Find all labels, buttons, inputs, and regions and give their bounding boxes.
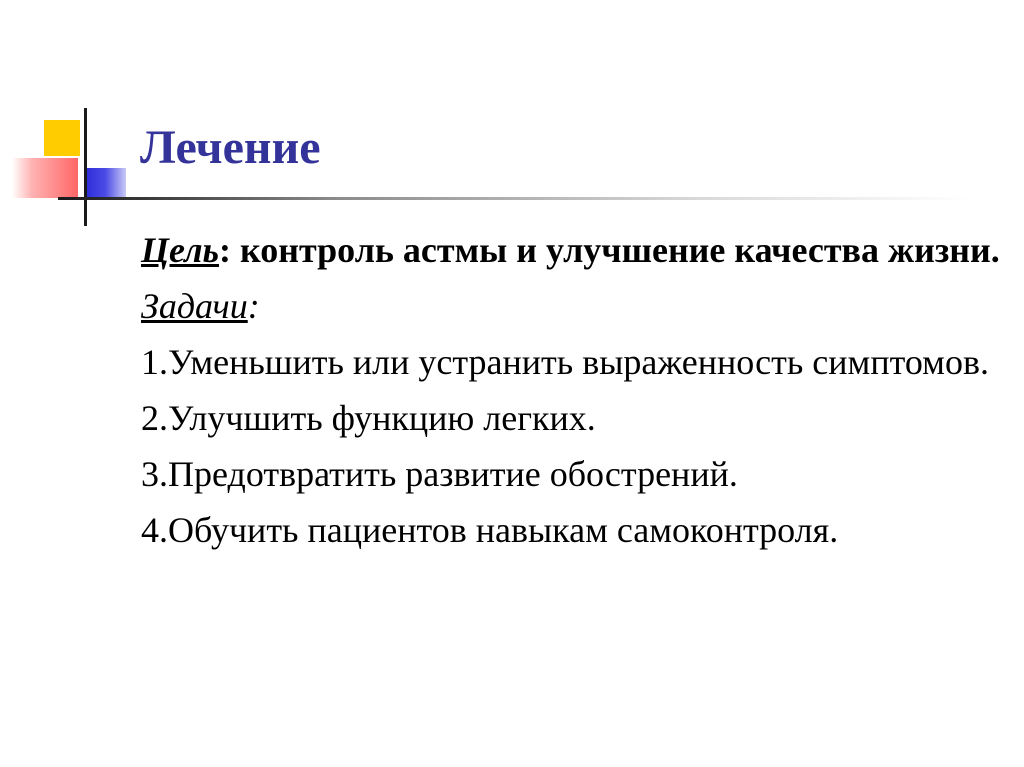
slide-body xyxy=(141,228,1001,564)
decor-red-gradient xyxy=(12,158,78,198)
decor-vertical-line xyxy=(84,108,87,226)
task-item-2: 2.Улучшить функцию легких. xyxy=(141,398,596,438)
goal-colon: : xyxy=(219,230,232,270)
task-item-3: 3.Предотвратить развитие обострений. xyxy=(141,454,738,494)
decor-blue-gradient xyxy=(84,168,126,198)
decor-yellow-square xyxy=(44,120,80,156)
goal-label: Цель xyxy=(141,230,220,270)
goal-paragraph xyxy=(141,228,1001,272)
task-item-1: 1.Уменьшить или устранить выраженность симптомов. xyxy=(141,342,989,382)
slide-title: Лечение xyxy=(140,121,321,174)
tasks-heading xyxy=(141,284,1001,328)
tasks-colon: : xyxy=(247,286,260,326)
title-underline xyxy=(58,197,970,200)
goal-text: контроль астмы и улучшение качества жизни. xyxy=(231,230,1000,270)
task-item-4: 4.Обучить пациентов навыкам самоконтроля. xyxy=(141,510,839,550)
tasks-label: Задачи xyxy=(141,286,248,326)
